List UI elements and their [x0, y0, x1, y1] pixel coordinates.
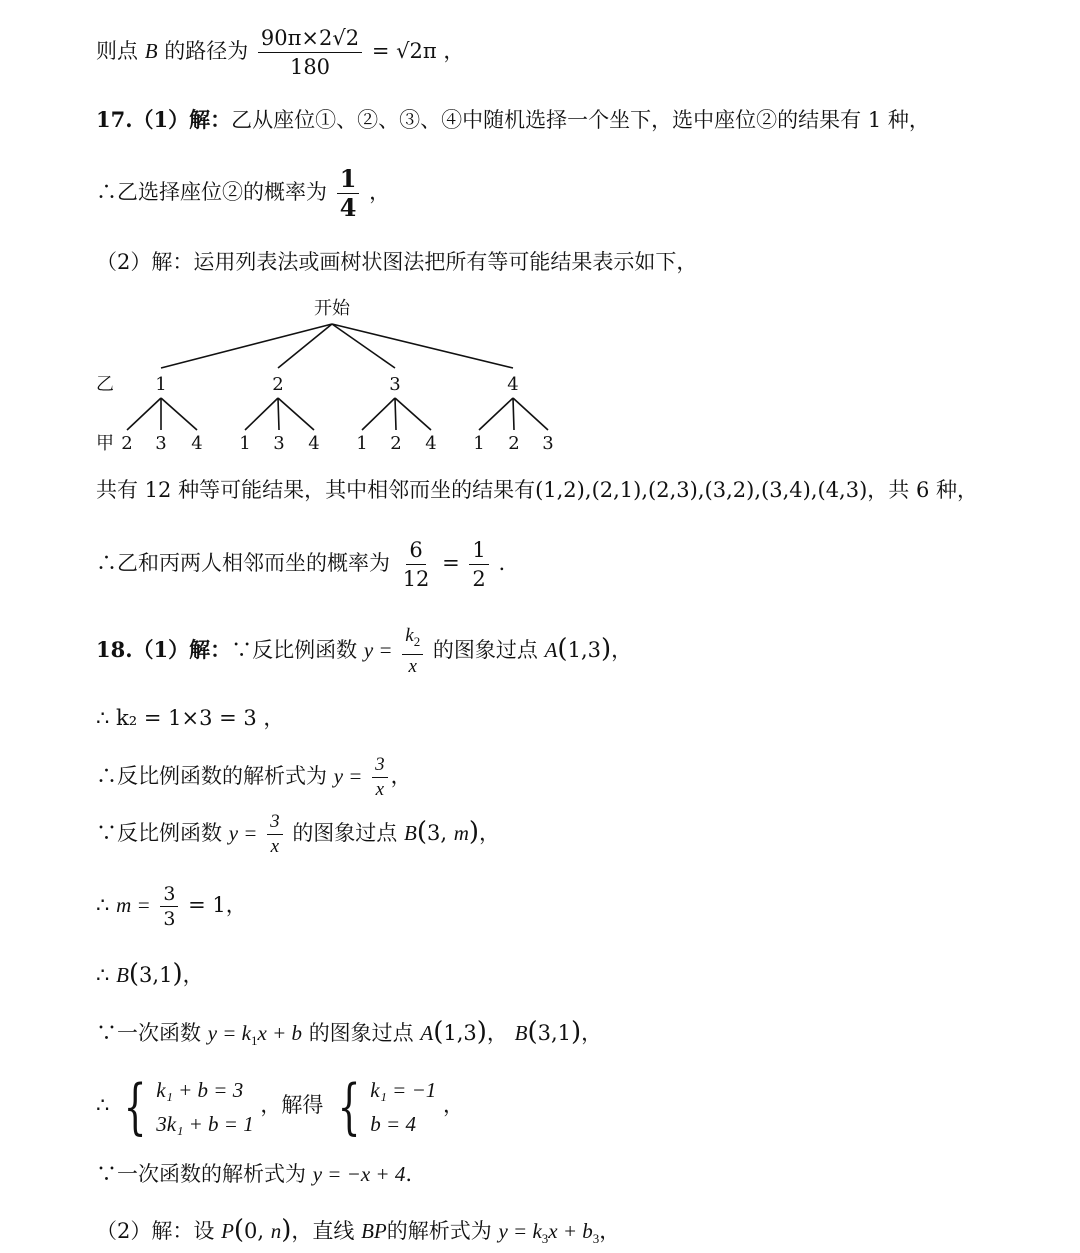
q18-line1: 18.（1）解：∵反比例函数 y = $\frac{k_2}{x}$ 的图象过点 A(1,3)，	[96, 625, 633, 677]
branch-line	[127, 398, 161, 430]
math-expr: )	[172, 959, 183, 989]
math-expr: (	[557, 634, 568, 664]
fraction-denominator: 2	[472, 567, 486, 591]
branch-line	[362, 398, 395, 430]
equation: 3k₁ + b = 1	[156, 1111, 254, 1136]
q18-line6: ∴ B(3,1)，	[96, 959, 204, 989]
question-label: 17.（1）解：	[96, 107, 232, 132]
text: ∵反比例函数	[96, 821, 222, 845]
equation-system	[116, 1073, 254, 1141]
fraction-denominator: x	[270, 836, 280, 857]
fraction	[160, 883, 178, 930]
math-expr: (	[433, 1017, 444, 1047]
text: ∴	[96, 1093, 110, 1117]
tree-leaf-branches	[127, 398, 548, 430]
q18-line9	[96, 1160, 1040, 1188]
equation: k₁ = −1	[370, 1077, 437, 1102]
pair: (2,3)	[648, 478, 698, 502]
text: 乙从座位①、②、③、④中随机选择一个坐下，选中座位②的结果有 1 种，	[231, 108, 930, 132]
probability-fraction	[400, 537, 433, 592]
fraction-numerator: 1	[337, 166, 360, 194]
equals-sign: =	[371, 39, 390, 63]
punctuation: .	[405, 1162, 413, 1186]
branch-line	[332, 324, 395, 368]
pair: (2,1)	[591, 478, 642, 502]
math-expr: $y = k_3x + b_3$	[498, 1219, 600, 1246]
math-expr: $y = k_1x + b$	[207, 1021, 302, 1048]
branch-line	[479, 398, 513, 430]
text: 的解析式为	[386, 1219, 492, 1243]
punctuation: ，	[443, 39, 465, 63]
text: ∵一次函数的解析式为	[96, 1162, 306, 1186]
point-b: B	[116, 963, 129, 987]
point-a: A	[544, 638, 558, 662]
pair: (3,4)	[761, 478, 811, 502]
fraction-numerator: 3	[160, 883, 178, 907]
fraction-numerator: $k_2$	[402, 625, 423, 655]
level1-node: 4	[507, 374, 519, 395]
brace: {	[337, 1071, 361, 1142]
branch-line	[161, 324, 332, 368]
question-label: （2）解：	[96, 1219, 194, 1243]
branch-line	[395, 398, 431, 430]
branch-line	[332, 324, 513, 368]
text: ∴反比例函数的解析式为	[96, 764, 327, 788]
leaf-node: 1	[356, 433, 368, 454]
pair: (3,2)	[704, 478, 755, 502]
fraction-numerator: 90π×2√2	[258, 25, 362, 53]
math-expr: (	[128, 959, 140, 989]
tree-root-branches	[161, 324, 513, 368]
point-b: B	[514, 1021, 528, 1045]
text: 运用列表法或画树状图法把所有等可能结果表示如下，	[193, 250, 698, 274]
leaf-node: 4	[308, 433, 320, 454]
pair: (4,3)	[817, 478, 868, 502]
point-p: P	[221, 1219, 234, 1243]
level1-node: 2	[272, 374, 284, 395]
math-expr: = 1	[188, 893, 226, 917]
level1-node: 3	[389, 374, 401, 395]
text: ∴乙选择座位②的概率为	[96, 180, 327, 204]
q18-line7: ∵一次函数 $y = k_1x + b$ 的图象过点 A(1,3)， B(3,1)，	[96, 1017, 603, 1048]
text: ∴乙和丙两人相邻而坐的概率为	[96, 551, 390, 575]
leaf-node: 3	[273, 433, 285, 454]
math-expr: y =	[333, 764, 363, 788]
math-expr: (	[527, 1017, 538, 1047]
q18-line8	[96, 1070, 1040, 1141]
q18-line4: ∵反比例函数 y = $\frac{3}{x}$ 的图象过点 B(3, m)，	[96, 811, 501, 857]
math-expr: )	[281, 1215, 292, 1245]
level1-label: 乙	[96, 374, 114, 395]
punctuation: ，	[581, 1021, 603, 1045]
math-expr: n	[270, 1219, 282, 1243]
math-expr: )	[468, 817, 480, 847]
path-length-line	[96, 22, 1040, 80]
branch-line	[278, 398, 314, 430]
math-expr: m =	[116, 893, 151, 917]
branch-line	[278, 398, 279, 430]
solution-system	[330, 1073, 436, 1141]
math-expr: )	[476, 1017, 487, 1047]
math-expr: (	[416, 817, 427, 847]
math-expr: y =	[363, 638, 393, 662]
fraction-denominator: 4	[339, 193, 357, 222]
branch-line	[513, 398, 548, 430]
leaf-node: 4	[191, 433, 203, 454]
line-bp: BP	[361, 1219, 387, 1243]
q18-line5	[96, 876, 1040, 934]
q18-part2-line: （2）解：设 P(0, n)，直线 BP的解析式为 $y = k_3x + b_3$，	[96, 1215, 621, 1246]
text: ，解得	[260, 1093, 324, 1117]
fraction-denominator: 12	[402, 567, 430, 591]
punctuation: ，	[442, 1093, 464, 1117]
leaf-node: 4	[425, 433, 437, 454]
fraction-denominator: x	[408, 656, 417, 677]
pair: (1,2)	[535, 478, 585, 502]
question-label: （2）解：	[96, 250, 194, 274]
punctuation: ，	[611, 638, 633, 662]
q18-line3	[96, 750, 1040, 802]
punctuation: ，	[479, 821, 501, 845]
function-fraction	[267, 811, 283, 858]
fraction-numerator: 3	[267, 811, 283, 835]
q17-part1-conclusion	[96, 164, 1040, 221]
fraction-numerator: 3	[372, 754, 388, 778]
fraction-numerator: 6	[406, 537, 425, 565]
point-a: A	[420, 1021, 434, 1045]
system-lines	[156, 1073, 253, 1141]
branch-line	[395, 398, 396, 430]
function-fraction	[372, 754, 388, 801]
leaf-node: 2	[390, 433, 402, 454]
math-expr: ∴ k₂ = 1×3 = 3 ，	[96, 706, 285, 730]
branch-line	[513, 398, 514, 430]
level2-label: 甲	[96, 433, 114, 454]
leaf-node: 1	[473, 433, 485, 454]
text: 共有 12 种等可能结果，其中相邻而坐的结果有	[96, 478, 536, 502]
text: 则点	[96, 39, 138, 63]
q17-conclusion-line: ∴乙和丙两人相邻而坐的概率为 $\frac{6}{12}$ = $\frac{1}{2}$ .	[96, 538, 506, 591]
branch-line	[245, 398, 278, 430]
punctuation: ，	[369, 180, 391, 204]
math-expr: m	[453, 821, 469, 845]
math-expr: )	[571, 1017, 582, 1047]
text: 的图象过点	[432, 638, 538, 662]
brace: {	[123, 1071, 147, 1142]
text: 的图象过点	[308, 1021, 414, 1045]
q17-part2-line	[96, 248, 1040, 276]
tree-root-label: 开始	[314, 298, 350, 319]
leaf-node: 1	[239, 433, 251, 454]
punctuation: ，	[390, 764, 412, 788]
fraction-numerator: 1	[469, 537, 488, 565]
text: ∵一次函数	[96, 1021, 201, 1045]
text: ∴	[96, 893, 110, 917]
equation: k₁ + b = 3	[156, 1077, 244, 1102]
text: ∴	[96, 963, 110, 987]
system-lines	[370, 1073, 436, 1141]
q18-line2	[96, 704, 1040, 732]
math-expr: (	[233, 1215, 245, 1245]
text: 的图象过点	[292, 821, 398, 845]
leaf-node: 3	[542, 433, 554, 454]
q17-part1-line	[96, 106, 1040, 134]
leaf-node: 3	[155, 433, 167, 454]
path-result: √2π	[396, 39, 437, 63]
equation: b = 4	[370, 1111, 416, 1136]
text: ，共 6 种，	[867, 478, 979, 502]
punctuation: ，	[486, 1021, 508, 1045]
probability-fraction	[337, 166, 360, 221]
fraction-denominator: x	[375, 779, 385, 800]
punctuation: ，	[182, 963, 204, 987]
text: 的路径为	[164, 39, 249, 63]
math-expr: y = −x + 4	[312, 1162, 406, 1186]
branch-line	[161, 398, 197, 430]
fraction-denominator: 3	[163, 908, 176, 930]
fraction-denominator: 180	[289, 55, 331, 79]
text: ，直线	[291, 1219, 355, 1243]
text: 设	[193, 1219, 215, 1243]
question-label: 18.（1）解：	[96, 637, 232, 662]
level1-node: 1	[155, 374, 167, 395]
point-b-symbol: B	[144, 39, 158, 63]
math-expr: )	[600, 634, 612, 664]
punctuation: ，	[225, 893, 247, 917]
text: ∵反比例函数	[231, 638, 358, 662]
tree-diagram	[80, 292, 600, 462]
leaf-node: 2	[508, 433, 520, 454]
punctuation: .	[498, 551, 506, 575]
punctuation: ，	[599, 1219, 621, 1243]
leaf-node: 2	[121, 433, 133, 454]
function-fraction	[402, 625, 423, 678]
simplified-fraction	[469, 537, 488, 592]
math-expr: y =	[228, 821, 258, 845]
q17-result-line: 共有 12 种等可能结果，其中相邻而坐的结果有(1,2),(2,1),(2,3),(3,2),(3,4),(4,3)，共 6 种，	[96, 478, 979, 502]
path-fraction	[258, 25, 362, 80]
point-b: B	[404, 821, 417, 845]
